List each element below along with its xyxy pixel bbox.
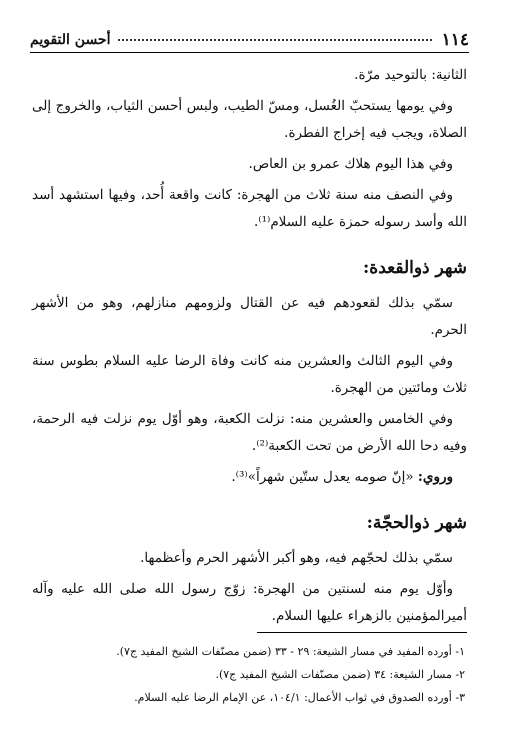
paragraph-lead: وروي:: [417, 469, 453, 485]
dotted-leader: [118, 39, 431, 41]
paragraph: سمّي بذلك لقعودهم فيه عن القتال ولزومهم منازلهم، وهو من الأشهر الحرم.: [32, 295, 467, 338]
paragraph: وفي النصف منه سنة ثلاث من الهجرة: كانت واقعة أُحد، وفيها استشهد أسد الله وأسد رسوله حمزة عليه السلام⁽¹⁾.: [32, 187, 467, 230]
paragraph: سمّي بذلك لحجّهم فيه، وهو أكبر الأشهر الحرم وأعظمها.: [140, 550, 453, 566]
paragraph: الثانية: بالتوحيد مرّة.: [354, 67, 467, 83]
paragraph: وأوّل يوم منه لسنتين من الهجرة: زوّج رسول الله صلى الله عليه وآله أميرالمؤمنين بالزهراء عليها السلام.: [32, 581, 467, 624]
paragraph: وفي الخامس والعشرين منه: نزلت الكعبة، وهو أوّل يوم نزلت فيه الرحمة، وفيه دحا الله الأرض من تحت الكعبة⁽²⁾.: [32, 411, 467, 454]
footnote: ٢- مسار الشيعة: ٣٤ (ضمن مصنّفات الشيخ المفيد ج٧).: [215, 668, 465, 681]
paragraph: وفي هذا اليوم هلاك عمرو بن العاص.: [248, 156, 453, 172]
running-title: أحسن التقويم: [30, 32, 111, 48]
footnote: ١- أورده المفيد في مسار الشيعة: ٢٩ - ٣٣ (ضمن مصنّفات الشيخ المفيد ج٧).: [116, 645, 465, 658]
paragraph: وفي اليوم الثالث والعشرين منه كانت وفاة الرضا عليه السلام بطوس سنة ثلاث ومائتين من الهجرة.: [32, 353, 467, 396]
paragraph: [32, 464, 467, 491]
running-header: [30, 28, 469, 53]
section-heading: شهر ذوالحجّة:: [366, 513, 467, 533]
footnote: ٣- أورده الصدوق في ثواب الأعمال: ١٠٤/١، عن الإمام الرضا عليه السلام.: [134, 691, 465, 704]
page-number: ١١٤: [441, 30, 469, 50]
paragraph-text: «إنّ صومه يعدل ستّين شهراً»⁽³⁾.: [231, 469, 418, 485]
section-heading: شهر ذوالقعدة:: [363, 258, 467, 278]
page-body: [32, 62, 467, 634]
footnote-separator: [257, 632, 467, 633]
paragraph: وفي يومها يستحبّ الغُسل، ومسّ الطيب، ولبس أحسن الثياب، والخروج إلى الصلاة، ويجب فيه إخراج الفطرة.: [32, 98, 467, 141]
footnotes: [32, 640, 465, 709]
